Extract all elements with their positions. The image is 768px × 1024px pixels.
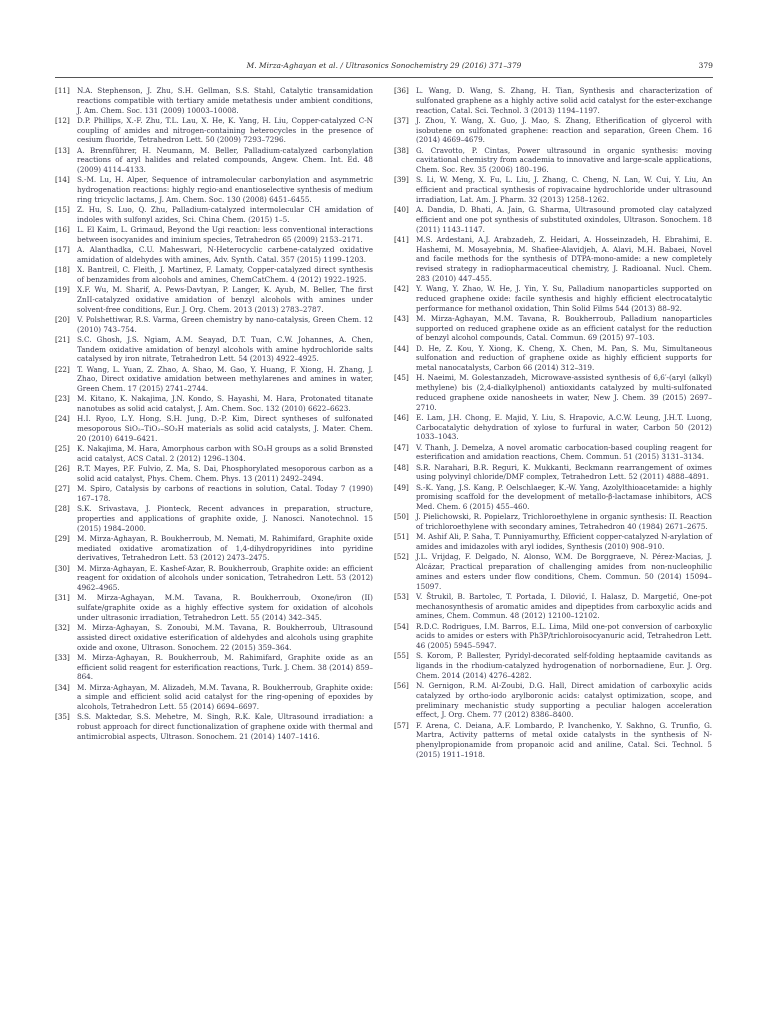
reference-item	[55, 265, 373, 285]
reference-number: [45]	[394, 373, 409, 383]
reference-item	[55, 365, 373, 394]
reference-number: [57]	[394, 720, 409, 730]
reference-item	[394, 463, 712, 483]
reference-item	[55, 225, 373, 245]
reference-text: J.L. Vrijdag, F. Delgado, N. Alonso, W.M. De Borggraeve, N. Pérez-Macias, J. Alcázar, Practical preparation of challenging amides from non-nucleophilic amines and esters under flow conditions, Chem. Commun. 50 (2014) 15094–15097.	[416, 552, 712, 591]
reference-text: M.S. Ardestani, A.J. Arabzadeh, Z. Heidari, A. Hosseinzadeh, H. Ebrahimi, E. Hashemi, M. Mosayebnia, M. Shafiee-Alavidjeh, A. Alavi, M.H. Babaei, Novel and facile methods for the synthesis of DTPA-mono-amide: a new completely revised strategy in radiopharmaceutical chemistry, J. Radioanal. Nucl. Chem. 283 (2010) 447–455.	[416, 234, 712, 283]
reference-text: T. Wang, L. Yuan, Z. Zhao, A. Shao, M. Gao, Y. Huang, F. Xiong, H. Zhang, J. Zhao, Direct oxidative amidation between methylarenes and amines in water, Green Chem. 17 (2015) 2741–2744.	[77, 364, 373, 393]
reference-item	[394, 622, 712, 651]
reference-number: [31]	[55, 593, 70, 603]
reference-text: V. Štrukil, B. Bartolec, T. Portada, I. Dilović, I. Halasz, D. Margetić, One-pot mechanosynthesis of aromatic amides and dipeptides from carboxylic acids and amines, Chem. Commun. 48 (2012) 12100–12102.	[416, 591, 712, 621]
reference-item	[55, 593, 373, 622]
reference-number: [12]	[55, 115, 70, 125]
reference-item	[55, 146, 373, 175]
reference-item	[394, 235, 712, 284]
reference-item	[55, 335, 373, 364]
reference-number: [30]	[55, 563, 70, 573]
reference-item	[394, 413, 712, 442]
reference-number: [50]	[394, 512, 409, 522]
reference-number: [55]	[394, 651, 409, 661]
reference-text: N. Gernigon, R.M. Al-Zoubi, D.G. Hall, Direct amidation of carboxylic acids catalyzed by ortho-iodo arylboronic acids: catalyst optimization, scope, and preliminary mechanistic study supporting a peculiar halogen acceleration effect, J. Org. Chem. 77 (2012) 8386–8400.	[416, 681, 712, 720]
reference-number: [19]	[55, 285, 70, 294]
reference-item	[55, 534, 373, 563]
reference-number: [44]	[394, 343, 409, 353]
reference-number: [17]	[55, 245, 70, 254]
page-header	[55, 61, 713, 75]
reference-text: L. Wang, D. Wang, S. Zhang, H. Tian, Synthesis and characterization of sulfonated graphene as a highly active solid acid catalyst for the ester-exchange reaction, Catal. Sci. Technol. 3 (2013) 1194–1197.	[416, 86, 712, 115]
reference-item	[55, 116, 373, 145]
reference-number: [41]	[394, 234, 409, 244]
reference-text: S.-M. Lu, H. Alper, Sequence of intramolecular carbonylation and asymmetric hydrogenation reactions: highly regio-and enantioselective synthesis of medium ring tricyclic lactams, J. Am. Chem. Soc. 130 (2008) 6451–6455.	[77, 175, 373, 204]
reference-item	[55, 394, 373, 414]
reference-item	[394, 552, 712, 591]
reference-number: [43]	[394, 313, 409, 323]
reference-text: S.S. Maktedar, S.S. Mehetre, M. Singh, R.K. Kale, Ultrasound irradiation: a robust approach for direct functionalization of graphene oxide with thermal and antimicrobial aspects, Ultrason. Sonochem. 21 (2014) 1407–1416.	[77, 712, 373, 741]
reference-item	[394, 721, 712, 760]
reference-text: J. Pielichowski, R. Popielarz, Trichloroethylene in organic synthesis: II. Reaction of trichloroethylene with secondary amines, Tetrahedron 40 (1984) 2671–2675.	[416, 512, 712, 531]
reference-item	[55, 653, 373, 682]
reference-number: [25]	[55, 444, 70, 453]
reference-text: S. Korom, P. Ballester, Pyridyl-decorated self-folding heptaamide cavitands as ligands in the rhodium-catalyzed hydrogenation of norbornadiene, Eur. J. Org. Chem. 2014 (2014) 4276–4282.	[416, 651, 712, 680]
reference-item	[55, 683, 373, 712]
reference-item	[394, 443, 712, 463]
reference-number: [35]	[55, 712, 70, 722]
reference-text: D.P. Phillips, X.-F. Zhu, T.L. Lau, X. He, K. Yang, H. Liu, Copper-catalyzed C-N coupling of amides and nitrogen-containing heterocycles in the presence of cesium fluoride, Tetrahedron Lett. 50 (2009) 7293–7296.	[77, 115, 373, 145]
reference-text: M. Mirza-Aghayan, M. Alizadeh, M.M. Tavana, R. Boukherroub, Graphite oxide: a simple and efficient solid acid catalyst for the ring-opening of epoxides by alcohols, Tetrahedron Lett. 55 (2014) 6694–6697.	[77, 682, 373, 711]
reference-item	[394, 592, 712, 621]
reference-item	[55, 623, 373, 652]
reference-number: [15]	[55, 205, 70, 214]
reference-number: [37]	[394, 115, 409, 125]
reference-text: M. Mirza-Aghayan, E. Kashef-Azar, R. Boukherroub, Graphite oxide: an efficient reagent for oxidation of alcohols under sonication, Tetrahedron Lett. 53 (2012) 4962–4965.	[77, 563, 373, 592]
reference-item	[55, 464, 373, 484]
reference-number: [53]	[394, 591, 409, 601]
page-number: 379	[698, 61, 713, 70]
reference-item	[394, 651, 712, 680]
reference-text: A. Alanthadka, C.U. Maheswari, N-Heterocyclic carbene-catalyzed oxidative amidation of aldehydes with amines, Adv. Synth. Catal. 357 (2015) 1199–1203.	[77, 245, 373, 264]
reference-text: K. Nakajima, M. Hara, Amorphous carbon with SO₃H groups as a solid Brønsted acid catalyst, ACS Catal. 2 (2012) 1296–1304.	[77, 444, 373, 463]
reference-number: [13]	[55, 145, 70, 155]
reference-item	[55, 175, 373, 204]
reference-text: V. Polshettiwar, R.S. Varma, Green chemistry by nano-catalysis, Green Chem. 12 (2010) 743–754.	[77, 314, 373, 334]
reference-item	[394, 681, 712, 720]
reference-item	[394, 146, 712, 175]
reference-text: G. Cravotto, P. Cintas, Power ultrasound in organic synthesis: moving cavitational chemistry from academia to innovative and large-scale applications, Chem. Soc. Rev. 35 (2006) 180–196.	[416, 145, 712, 174]
reference-number: [49]	[394, 482, 409, 492]
reference-text: H.I. Ryoo, L.Y. Hong, S.H. Jung, D.-P. Kim, Direct syntheses of sulfonated mesoporous SiO₂–TiO₂–SO₃H materials as solid acid catalysts, J. Mater. Chem. 20 (2010) 6419–6421.	[77, 414, 373, 443]
reference-text: Z. Hu, S. Luo, Q. Zhu, Palladium-catalyzed intermolecular CH amidation of indoles with sulfonyl azides, Sci. China Chem. (2015) 1–5.	[77, 205, 373, 224]
reference-number: [21]	[55, 334, 70, 344]
reference-text: D. He, Z. Kou, Y. Xiong, K. Cheng, X. Chen, M. Pan, S. Mu, Simultaneous sulfonation and reduction of graphene oxide as highly efficient supports for metal nanocatalysts, Carbon 66 (2014) 312–319.	[416, 343, 712, 372]
reference-number: [47]	[394, 442, 409, 452]
reference-item	[394, 116, 712, 145]
reference-item	[394, 175, 712, 204]
reference-text: M. Mirza-Aghayan, R. Boukherroub, M. Nemati, M. Rahimifard, Graphite oxide mediated oxidative aromatization of 1,4-dihydropyridines into pyridine derivatives, Tetrahedron Lett. 53 (2012) 2473–2475.	[77, 533, 373, 563]
reference-text: S.R. Narahari, B.R. Reguri, K. Mukkanti, Beckmann rearrangement of oximes using polyvinyl chloride/DMF complex, Tetrahedron Lett. 52 (2011) 4888–4891.	[416, 462, 712, 482]
reference-text: M. Mirza-Aghayan, M.M. Tavana, R. Boukherroub, Palladium nanoparticles supported on reduced graphene oxide as an efficient catalyst for the reduction of benzyl alcohol compounds, Catal. Commun. 69 (2015) 97–103.	[416, 313, 712, 343]
reference-text: F. Arena, C. Deiana, A.F. Lombardo, P. Ivanchenko, Y. Sakhno, G. Trunfio, G. Martra, Activity patterns of metal oxide catalysts in the synthesis of N-phenylpropionamide from propanoic acid and aniline, Catal. Sci. Technol. 5 (2015) 1911–1918.	[416, 720, 712, 759]
reference-item	[55, 86, 373, 115]
reference-text: S.C. Ghosh, J.S. Ngiam, A.M. Seayad, D.T. Tuan, C.W. Johannes, A. Chen, Tandem oxidative amidation of benzyl alcohols with amine hydrochloride salts catalysed by iron nitrate, Tetrahedron Lett. 54 (2013) 4922–4925.	[77, 334, 373, 364]
reference-text: R.T. Mayes, P.F. Fulvio, Z. Ma, S. Dai, Phosphorylated mesoporous carbon as a solid acid catalyst, Phys. Chem. Chem. Phys. 13 (2011) 2492–2494.	[77, 464, 373, 483]
reference-number: [36]	[394, 86, 409, 95]
reference-item	[394, 205, 712, 234]
reference-item	[55, 414, 373, 443]
reference-item	[394, 373, 712, 412]
reference-number: [33]	[55, 652, 70, 662]
reference-item	[394, 483, 712, 512]
reference-number: [11]	[55, 86, 70, 95]
reference-number: [23]	[55, 394, 70, 404]
header-divider	[55, 77, 713, 78]
reference-item	[55, 712, 373, 741]
reference-item	[55, 205, 373, 225]
reference-item	[55, 444, 373, 464]
reference-item	[55, 564, 373, 593]
reference-item	[394, 86, 712, 115]
reference-item	[55, 245, 373, 265]
reference-text: M. Ashif Ali, P. Saha, T. Punniyamurthy, Efficient copper-catalyzed N-arylation of amides and imidazoles with aryl iodides, Synthesis (2010) 908–910.	[416, 532, 712, 551]
reference-number: [48]	[394, 462, 409, 472]
reference-number: [26]	[55, 464, 70, 473]
reference-number: [14]	[55, 175, 70, 185]
reference-number: [52]	[394, 552, 409, 562]
reference-item	[55, 315, 373, 335]
reference-text: M. Spiro, Catalysis by carbons of reactions in solution, Catal. Today 7 (1990) 167–178.	[77, 484, 373, 503]
reference-text: S.K. Srivastava, J. Pionteck, Recent advances in preparation, structure, properties and applications of graphite oxide, J. Nanosci. Nanotechnol. 15 (2015) 1984–2000.	[77, 504, 373, 533]
reference-number: [16]	[55, 225, 70, 234]
reference-number: [24]	[55, 414, 70, 424]
reference-number: [39]	[394, 175, 409, 185]
reference-number: [28]	[55, 504, 70, 513]
reference-item	[55, 285, 373, 314]
reference-text: R.D.C. Rodrigues, I.M. Barros, E.L. Lima, Mild one-pot conversion of carboxylic acids to amides or esters with Ph3P/trichloroisocyanuric acid, Tetrahedron Lett. 46 (2005) 5945–5947.	[416, 621, 712, 650]
reference-text: V. Thanh, J. Demelza, A novel aromatic carbocation-based coupling reagent for esterification and amidation reactions, Chem. Commun. 51 (2015) 3131–3134.	[416, 442, 712, 462]
reference-number: [22]	[55, 364, 70, 374]
reference-item	[55, 484, 373, 504]
reference-number: [29]	[55, 533, 70, 543]
reference-item	[394, 314, 712, 343]
reference-item	[394, 344, 712, 373]
reference-text: A. Dandia, D. Bhati, A. Jain, G. Sharma, Ultrasound promoted clay catalyzed efficient and one pot synthesis of substituted oxindoles, Ultrason. Sonochem. 18 (2011) 1143–1147.	[416, 205, 712, 234]
reference-text: M. Mirza-Aghayan, S. Zonoubi, M.M. Tavana, R. Boukherroub, Ultrasound assisted direct oxidative esterification of aldehydes and alcohols using graphite oxide and oxone, Ultrason. Sonochem. 22 (2015) 359–364.	[77, 623, 373, 652]
reference-text: J. Zhou, Y. Wang, X. Guo, J. Mao, S. Zhang, Etherification of glycerol with isobutene on sulfonated graphene: reaction and separation, Green Chem. 16 (2014) 4669–4679.	[416, 115, 712, 145]
reference-text: M. Kitano, K. Nakajima, J.N. Kondo, S. Hayashi, M. Hara, Protonated titanate nanotubes as solid acid catalyst, J. Am. Chem. Soc. 132 (2010) 6622–6623.	[77, 394, 373, 413]
reference-number: [56]	[394, 681, 409, 690]
running-header-title: M. Mirza-Aghayan et al. / Ultrasonics Sonochemistry 29 (2016) 371–379	[246, 61, 522, 70]
reference-text: L. El Kaim, L. Grimaud, Beyond the Ugi reaction: less conventional interactions between isocyanides and iminium species, Tetrahedron 65 (2009) 2153–2171.	[77, 225, 373, 244]
reference-item	[394, 284, 712, 313]
reference-item	[55, 504, 373, 533]
reference-number: [20]	[55, 314, 70, 324]
reference-number: [46]	[394, 412, 409, 422]
reference-text: S.-K. Yang, J.S. Kang, P. Oelschlaeger, K.-W. Yang, Azolylthioacetamide: a highly promising scaffold for the development of metallo-β-lactamase inhibitors, ACS Med. Chem. 6 (2015) 455–460.	[416, 482, 712, 511]
reference-item	[394, 512, 712, 532]
reference-number: [18]	[55, 265, 70, 274]
reference-text: H. Naeimi, M. Golestanzadeh, Microwave-assisted synthesis of 6,6′-(aryl (alkyl) methylene) bis (2,4-dialkylphenol) antioxidants catalyzed by multi-sulfonated reduced graphene oxide nanosheets in water, New J. Chem. 39 (2015) 2697–2710.	[416, 373, 712, 412]
references-left-column	[55, 86, 373, 742]
reference-number: [27]	[55, 484, 70, 493]
reference-item	[394, 532, 712, 552]
reference-number: [54]	[394, 621, 409, 631]
reference-text: A. Brennführer, H. Neumann, M. Beller, Palladium-catalyzed carbonylation reactions of aryl halides and related compounds, Angew. Chem. Int. Ed. 48 (2009) 4114–4133.	[77, 145, 373, 174]
reference-number: [34]	[55, 682, 70, 692]
reference-number: [42]	[394, 284, 409, 293]
reference-number: [40]	[394, 205, 409, 214]
references-right-column	[394, 86, 712, 760]
reference-number: [51]	[394, 532, 409, 542]
reference-text: Y. Wang, Y. Zhao, W. He, J. Yin, Y. Su, Palladium nanoparticles supported on reduced graphene oxide: facile synthesis and highly efficient electrocatalytic performance for methanol oxidation, Thin Solid Films 544 (2013) 88–92.	[416, 284, 712, 313]
reference-text: X. Bantreil, C. Fleith, J. Martinez, F. Lamaty, Copper-catalyzed direct synthesis of benzamides from alcohols and amines, ChemCatChem. 4 (2012) 1922–1925.	[77, 265, 373, 284]
reference-text: M. Mirza-Aghayan, M.M. Tavana, R. Boukherroub, Oxone/iron (II) sulfate/graphite oxide as a highly effective system for oxidation of alcohols under ultrasonic irradiation, Tetrahedron Lett. 55 (2014) 342–345.	[77, 593, 373, 622]
reference-number: [32]	[55, 623, 70, 632]
reference-text: M. Mirza-Aghayan, R. Boukherroub, M. Rahimifard, Graphite oxide as an efficient solid reagent for esterification reactions, Turk. J. Chem. 38 (2014) 859–864.	[77, 652, 373, 682]
reference-text: E. Lam, J.H. Chong, E. Majid, Y. Liu, S. Hrapovic, A.C.W. Leung, J.H.T. Luong, Carbocatalytic dehydration of xylose to furfural in water, Carbon 50 (2012) 1033–1043.	[416, 412, 712, 442]
reference-text: X.F. Wu, M. Sharif, A. Pews-Davtyan, P. Langer, K. Ayub, M. Beller, The first ZnII-catalyzed oxidative amidation of benzyl alcohols with amines under solvent-free conditions, Eur. J. Org. Chem. 2013 (2013) 2783–2787.	[77, 285, 373, 314]
reference-number: [38]	[394, 145, 409, 155]
reference-text: S. Li, W. Meng, X. Fu, L. Liu, J. Zhang, C. Cheng, N. Lan, W. Cui, Y. Liu, An efficient and practical synthesis of ropivacaine hydrochloride under ultrasound irradiation, Lat. Am. J. Pharm. 32 (2013) 1258–1262.	[416, 175, 712, 204]
reference-text: N.A. Stephenson, J. Zhu, S.H. Gellman, S.S. Stahl, Catalytic transamidation reactions compatible with tertiary amide metathesis under ambient conditions, J. Am. Chem. Soc. 131 (2009) 10003–10008.	[77, 86, 373, 115]
